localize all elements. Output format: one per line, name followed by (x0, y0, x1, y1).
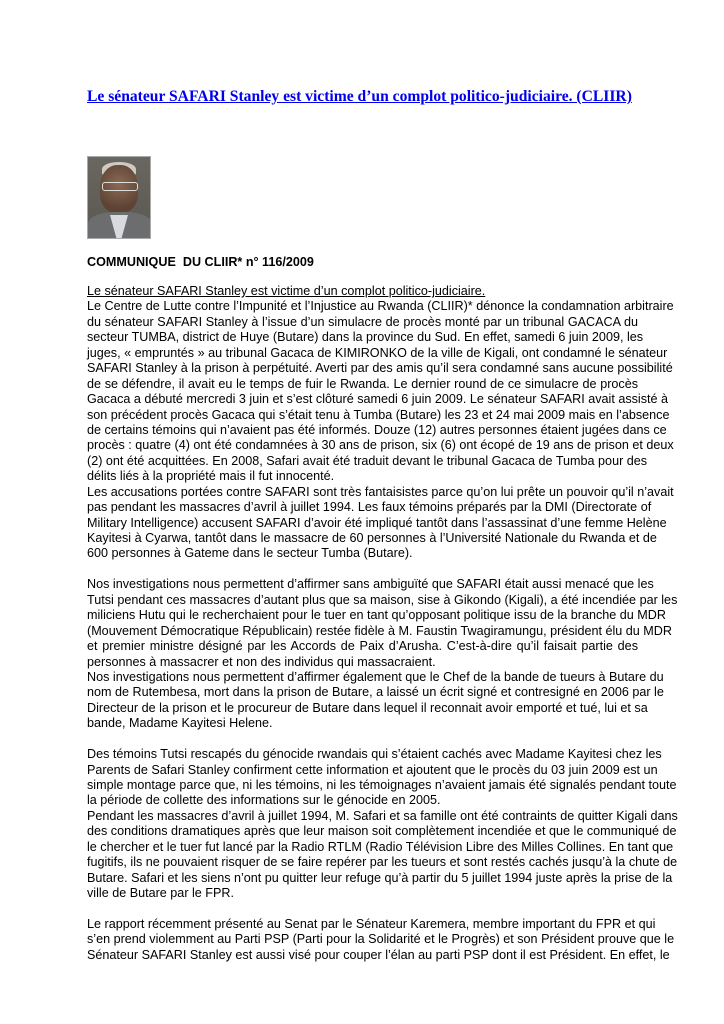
text-line: Les accusations portées contre SAFARI sont très fantaisistes parce qu’on lui prête un pouvoir qu’il n’avait (87, 484, 674, 499)
paragraph (87, 299, 674, 484)
communique-heading: COMMUNIQUE DU CLIIR* n° 116/2009 (87, 255, 314, 269)
text-line: de certains témoins qui n’avaient pas été informés. Douze (12) autres personnes étaient jugées dans ce (87, 422, 667, 437)
document-body (87, 284, 678, 979)
paragraph (87, 808, 678, 902)
paragraph (87, 747, 677, 809)
communique-subtitle: Le sénateur SAFARI Stanley est victime d’un complot politico-judiciaire. (87, 284, 486, 298)
text-line: Nos investigations nous permettent d’affirmer également que le Chef de la bande de tueurs à Butare du (87, 669, 664, 684)
text-line: simple montage parce que, ni les témoins, ni les témoignages n’avaient jamais été signalés pendant toute (87, 778, 677, 792)
text-line: ville de Butare par le FPR. (87, 886, 234, 901)
text-line: Gacaca a débuté mercredi 3 juin et s’est clôturé samedi 6 juin 2009. Le sénateur SAFARI avait assisté à (87, 392, 669, 407)
text-line: la période de collette des informations sur le génocide en 2005. (87, 793, 441, 808)
text-line: Le Centre de Lutte contre l’Impunité et l’Injustice au Rwanda (CLIIR)* dénonce la condamnation arbitraire (87, 299, 674, 314)
senator-photo (87, 156, 151, 239)
text-line: Directeur de la prison et le procureur de Butare dans lequel il reconnait avoir emporté et tué, lui et sa (87, 700, 648, 715)
paragraphs (87, 299, 678, 963)
paragraph (87, 669, 664, 732)
text-line: du sénateur SAFARI Stanley à l’issue d’un simulacre de procès monté par un tribunal GACACA du (87, 314, 638, 329)
text-line: Parents de Safari Stanley confirment cette information et ajoutent que le procès du 03 juin 2009 est un (87, 762, 658, 777)
text-line: personnes à massacrer et non des individus qui massacraient. (87, 654, 436, 669)
text-line: Sénateur SAFARI Stanley est aussi visé pour couper l’élan au parti PSP dont il est Président. En effet, le (87, 947, 670, 962)
text-line: Butare. Safari et les siens n’ont pu quitter leur refuge qu’à partir du 5 juillet 1994 juste après la prise de la (87, 870, 673, 885)
text-line: SAFARI Stanley à la prison à perpétuité. Averti par des amis qu’il sera condamné sans aucune possibilité (87, 361, 673, 376)
text-line: pas pendant les massacres d’avril à juillet 1994. Les faux témoins préparés par la DMI (Directorate of (87, 500, 652, 515)
text-line: des conditions dramatiques après que leur maison soit complètement incendiée et que le communiqué de (87, 824, 677, 839)
text-line: le chercher et le tuer fut lancé par la Radio RTLM (Radio Télévision Libre des Milles Collines. En tant que (87, 839, 674, 854)
text-line: Pendant les massacres d’avril à juillet 1994, M. Safari et sa famille ont été contraints de quitter Kigali dans (87, 808, 678, 823)
text-line: secteur TUMBA, district de Huye (Butare) dans la province du Sud. En effet, samedi 6 juin 2009, les (87, 330, 644, 345)
text-line: fugitifs, ils ne pouvaient risquer de se faire repérer par les tueurs et sont restés cachés jusqu’à la chute de (87, 855, 678, 870)
text-line: Le rapport récemment présenté au Senat par le Sénateur Karemera, membre important du FPR et qui (87, 916, 656, 931)
paragraph (87, 916, 675, 963)
text-line: miliciens Hutu qui le recherchaient pour le tuer en tant qu’opposant politique issu de la branche du MDR (87, 608, 666, 623)
text-line: son précédent procès Gacaca qui s’était tenu à Tumba (Butare) les 23 et 24 mai 2009 mais en l’absence (87, 407, 670, 422)
text-line: (2) ont été acquittées. En 2008, Safari avait été traduit devant le tribunal Gacaca de Tumba pour des (87, 453, 648, 468)
article-title-link[interactable]: Le sénateur SAFARI Stanley est victime d’un complot politico-judiciaire. (CLIIR) (87, 88, 632, 105)
text-line: nom de Rutembesa, mort dans la prison de Butare, a laissé un écrit signé et contresigné en 2006 par le (87, 685, 664, 700)
text-line: délits liés à la propriété mais il fut innocenté. (87, 469, 335, 484)
text-line: procès : quatre (4) ont été condamnées à 30 ans de prison, six (6) ont écopé de 19 ans de prison et deux (87, 438, 674, 453)
text-line: juges, « empruntés » au tribunal Gacaca de KIMIRONKO de la ville de Kigali, ont condamné le sénateur (87, 345, 668, 360)
photo-glasses (102, 182, 138, 191)
text-line: Nos investigations nous permettent d’affirmer sans ambiguïté que SAFARI était aussi menacé que les (87, 577, 654, 592)
text-line: bande, Madame Kayitesi Helene. (87, 716, 273, 731)
text-line: Military Intelligence) accusent SAFARI d’avoir été impliqué tantôt dans l’assassinat d’une femme Helène (87, 515, 667, 530)
text-line: s’en prend violemment au Parti PSP (Parti pour la Solidarité et le Progrès) et son Président prouve que le (87, 932, 675, 947)
text-line: et premier ministre désigné par les Accords de Paix d’Arusha. C’est-à-dire qu’il faisait partie des (87, 639, 638, 654)
paragraph (87, 577, 678, 670)
paragraph (87, 484, 674, 562)
text-line: Kayitesi à Cyarwa, tantôt dans le massacre de 60 personnes à l’Université Nationale du Rwanda et de (87, 531, 657, 545)
text-line: 600 personnes à Gateme dans le secteur Tumba (Butare). (87, 546, 413, 561)
text-line: de se défendre, il avait eu le temps de fuir le Rwanda. Le dernier round de ce simulacre de procès (87, 376, 638, 391)
text-line: Tutsi pendant ces massacres d’autant plus que sa maison, sise à Gikondo (Kigali), a été incendiée par les (87, 592, 678, 607)
text-line: (Mouvement Démocratique Républicain) restée fidèle à M. Faustin Twagiramungu, président élu du MDR (87, 623, 672, 638)
text-line: Des témoins Tutsi rescapés du génocide rwandais qui s’étaient cachés avec Madame Kayitesi chez les (87, 747, 662, 762)
